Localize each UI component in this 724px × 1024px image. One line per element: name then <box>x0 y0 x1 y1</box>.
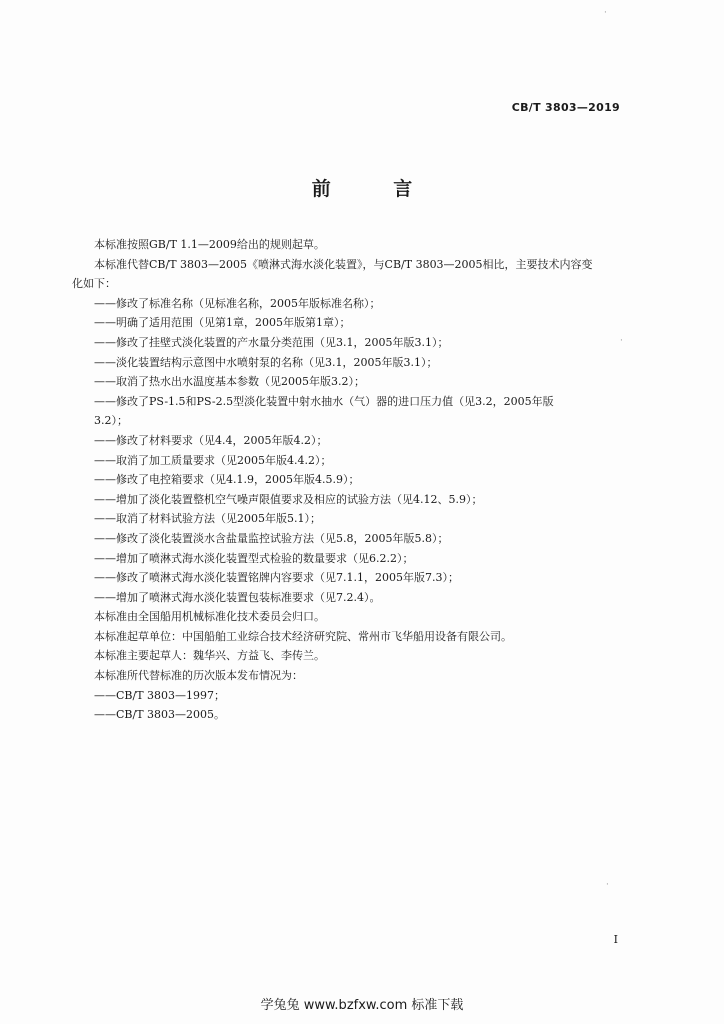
text-line-17: ——增加了喷淋式海水淡化装置型式检验的数量要求（见6.2.2）； <box>94 551 414 565</box>
text-line-10: 3.2）； <box>94 414 128 428</box>
scan-speck: · <box>620 336 623 346</box>
foreword-body <box>72 235 632 725</box>
page-number: I <box>613 933 618 946</box>
text-line-18: ——修改了喷淋式海水淡化装置铭牌内容要求（见7.1.1，2005年版7.3）； <box>94 571 459 585</box>
text-line-04: ——修改了标准名称（见标准名称，2005年版标准名称）； <box>94 296 381 310</box>
text-line-19: ——增加了喷淋式海水淡化装置包装标准要求（见7.2.4）。 <box>94 590 381 604</box>
footer-watermark: 学兔兔 www.bzfxw.com 标准下载 <box>260 998 464 1013</box>
text-line-02: 本标准代替CB/T 3803—2005《喷淋式海水淡化装置》，与CB/T 3803—2005相比，主要技术内容变 <box>94 257 593 271</box>
text-line-03: 化如下： <box>72 277 116 291</box>
page-title: 前 言 <box>311 178 441 200</box>
text-line-23: 本标准所代替标准的历次版本发布情况为： <box>94 669 303 683</box>
text-line-24: ——CB/T 3803—1997； <box>94 688 226 702</box>
text-line-07: ——淡化装置结构示意图中水喷射泵的名称（见3.1，2005年版3.1）； <box>94 355 438 369</box>
text-line-06: ——修改了挂壁式淡化装置的产水量分类范围（见3.1，2005年版3.1）； <box>94 335 449 349</box>
text-line-09: ——修改了PS-1.5和PS-2.5型淡化装置中射水抽水（气）器的进口压力值（见3.2，2005年版 <box>94 394 554 408</box>
scan-speck: · <box>604 8 607 18</box>
text-line-01: 本标准按照GB/T 1.1—2009给出的规则起草。 <box>94 238 325 251</box>
text-line-15: ——取消了材料试验方法（见2005年版5.1）； <box>94 512 321 526</box>
text-line-21: 本标准起草单位：中国船舶工业综合技术经济研究院、常州市飞华船用设备有限公司。 <box>94 629 512 643</box>
scan-speck: · <box>606 880 609 890</box>
text-line-20: 本标准由全国船用机械标准化技术委员会归口。 <box>94 610 325 624</box>
standard-code: CB/T 3803—2019 <box>511 101 620 114</box>
text-line-16: ——修改了淡化装置淡水含盐量监控试验方法（见5.8，2005年版5.8）； <box>94 531 449 545</box>
text-line-05: ——明确了适用范围（见第1章，2005年版第1章）； <box>94 316 351 330</box>
text-line-22: 本标准主要起草人：魏华兴、方益飞、李传兰。 <box>94 649 325 663</box>
text-line-14: ——增加了淡化装置整机空气噪声限值要求及相应的试验方法（见4.12、5.9）； <box>94 492 483 506</box>
text-line-25: ——CB/T 3803—2005。 <box>94 708 226 722</box>
text-line-13: ——修改了电控箱要求（见4.1.9，2005年版4.5.9）； <box>94 473 360 487</box>
text-line-11: ——修改了材料要求（见4.4，2005年版4.2）； <box>94 433 328 447</box>
text-line-12: ——取消了加工质量要求（见2005年版4.4.2）； <box>94 453 332 467</box>
text-line-08: ——取消了热水出水温度基本参数（见2005年版3.2）； <box>94 375 365 389</box>
